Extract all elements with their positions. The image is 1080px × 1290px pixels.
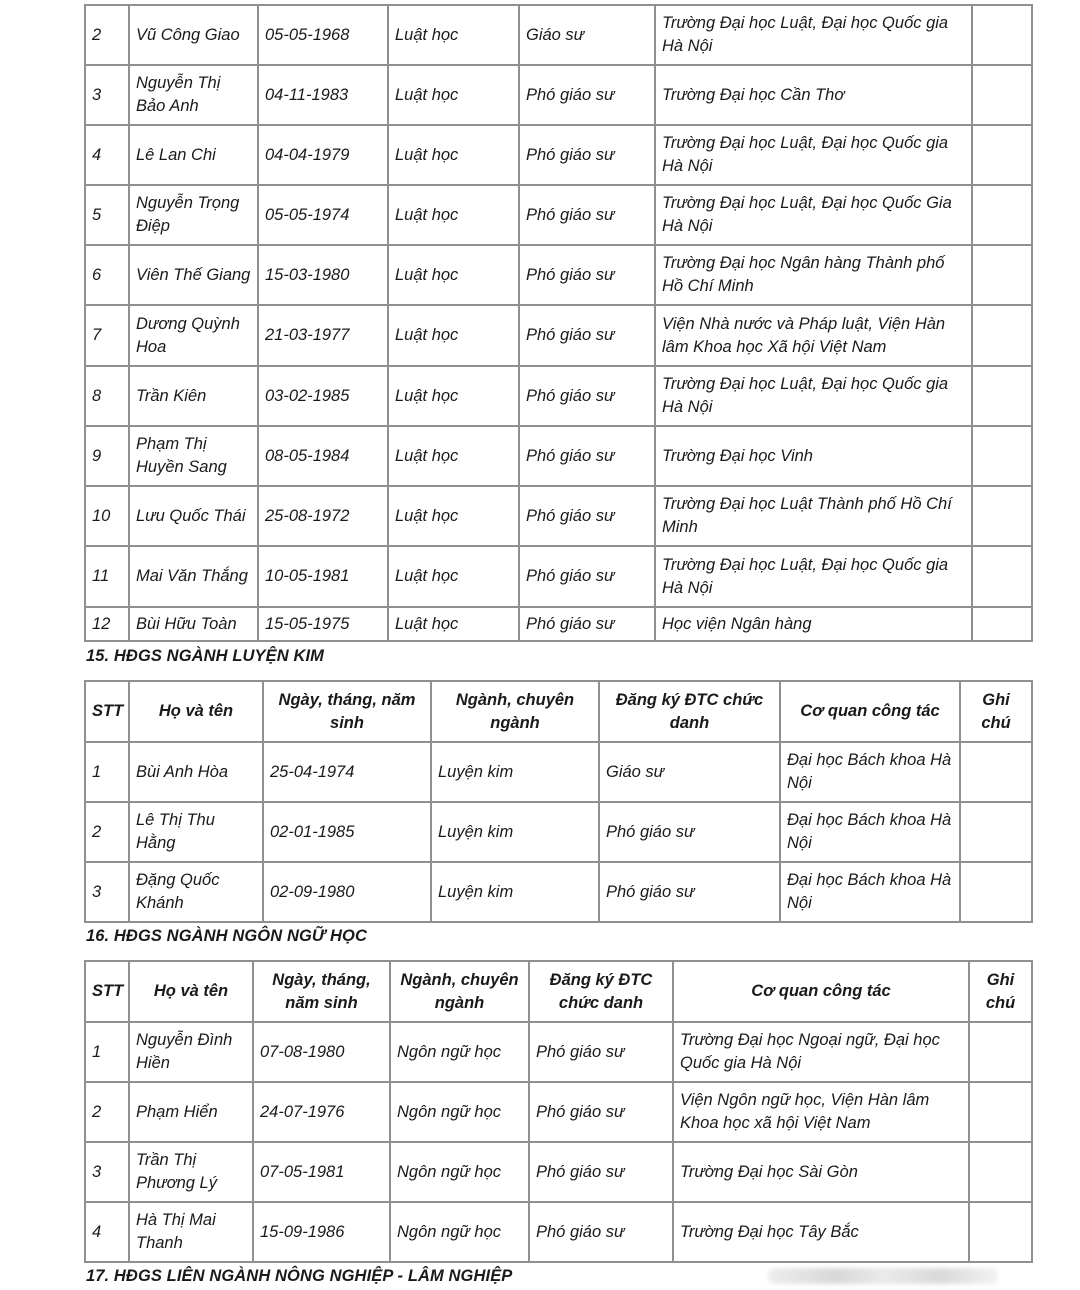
note-cell xyxy=(972,185,1032,245)
name-cell: Dương Quỳnh Hoa xyxy=(129,305,258,366)
note-cell xyxy=(972,366,1032,426)
header-dang-ky: Đăng ký ĐTC chức danh xyxy=(529,961,673,1022)
institution-cell: Trường Đại học Vinh xyxy=(655,426,972,486)
institution-cell: Trường Đại học Ngoại ngữ, Đại học Quốc gia Hà Nội xyxy=(673,1022,969,1082)
birthdate-cell: 10-05-1981 xyxy=(258,546,388,607)
birthdate-cell: 02-01-1985 xyxy=(263,802,431,862)
name-cell: Lê Thị Thu Hằng xyxy=(129,802,263,862)
stt-cell: 5 xyxy=(85,185,129,245)
birthdate-cell: 07-08-1980 xyxy=(253,1022,390,1082)
name-cell: Phạm Thị Huyền Sang xyxy=(129,426,258,486)
table-row xyxy=(85,245,1032,305)
table-body xyxy=(85,1022,1032,1262)
title-cell: Phó giáo sư xyxy=(519,125,655,185)
note-cell xyxy=(969,1022,1032,1082)
field-cell: Luật học xyxy=(388,125,519,185)
birthdate-cell: 15-09-1986 xyxy=(253,1202,390,1262)
birthdate-cell: 05-05-1974 xyxy=(258,185,388,245)
name-cell: Mai Văn Thắng xyxy=(129,546,258,607)
institution-cell: Trường Đại học Luật, Đại học Quốc gia Hà Nội xyxy=(655,5,972,65)
institution-cell: Đại học Bách khoa Hà Nội xyxy=(780,862,960,922)
birthdate-cell: 08-05-1984 xyxy=(258,426,388,486)
name-cell: Bùi Hữu Toàn xyxy=(129,607,258,641)
institution-cell: Trường Đại học Luật, Đại học Quốc Gia Hà Nội xyxy=(655,185,972,245)
title-cell: Phó giáo sư xyxy=(519,305,655,366)
table-row xyxy=(85,1022,1032,1082)
institution-cell: Trường Đại học Ngân hàng Thành phố Hồ Chí Minh xyxy=(655,245,972,305)
name-cell: Lưu Quốc Thái xyxy=(129,486,258,546)
title-cell: Phó giáo sư xyxy=(519,65,655,125)
note-cell xyxy=(972,65,1032,125)
table-row xyxy=(85,65,1032,125)
title-cell: Phó giáo sư xyxy=(519,245,655,305)
table-header-row xyxy=(85,961,1032,1022)
birthdate-cell: 21-03-1977 xyxy=(258,305,388,366)
institution-cell: Trường Đại học Luật, Đại học Quốc gia Hà Nội xyxy=(655,125,972,185)
name-cell: Nguyễn Thị Bảo Anh xyxy=(129,65,258,125)
institution-cell: Trường Đại học Cần Thơ xyxy=(655,65,972,125)
title-cell: Phó giáo sư xyxy=(519,426,655,486)
name-cell: Trần Kiên xyxy=(129,366,258,426)
institution-cell: Trường Đại học Tây Bắc xyxy=(673,1202,969,1262)
header-nganh: Ngành, chuyên ngành xyxy=(431,681,599,742)
stt-cell: 4 xyxy=(85,1202,129,1262)
header-ho-ten: Họ và tên xyxy=(129,681,263,742)
field-cell: Luật học xyxy=(388,185,519,245)
field-cell: Luật học xyxy=(388,426,519,486)
name-cell: Phạm Hiển xyxy=(129,1082,253,1142)
header-co-quan: Cơ quan công tác xyxy=(673,961,969,1022)
stt-cell: 12 xyxy=(85,607,129,641)
field-cell: Luật học xyxy=(388,486,519,546)
note-cell xyxy=(960,862,1032,922)
field-cell: Ngôn ngữ học xyxy=(390,1202,529,1262)
birthdate-cell: 05-05-1968 xyxy=(258,5,388,65)
table-row xyxy=(85,546,1032,607)
stt-cell: 3 xyxy=(85,862,129,922)
table-row xyxy=(85,5,1032,65)
title-cell: Giáo sư xyxy=(599,742,780,802)
note-cell xyxy=(972,5,1032,65)
note-cell xyxy=(960,742,1032,802)
section-title-nong-lam-nghiep: 17. HĐGS LIÊN NGÀNH NÔNG NGHIỆP - LÂM NGHIỆP xyxy=(86,1267,513,1285)
section-title-ngon-ngu-hoc: 16. HĐGS NGÀNH NGÔN NGỮ HỌC xyxy=(86,927,367,945)
name-cell: Nguyễn Đình Hiền xyxy=(129,1022,253,1082)
field-cell: Ngôn ngữ học xyxy=(390,1142,529,1202)
stt-cell: 11 xyxy=(85,546,129,607)
institution-cell: Học viện Ngân hàng xyxy=(655,607,972,641)
note-cell xyxy=(972,486,1032,546)
table-body xyxy=(85,5,1032,641)
institution-cell: Đại học Bách khoa Hà Nội xyxy=(780,742,960,802)
field-cell: Luật học xyxy=(388,305,519,366)
header-ngay-sinh: Ngày, tháng, năm sinh xyxy=(263,681,431,742)
institution-cell: Trường Đại học Luật Thành phố Hồ Chí Minh xyxy=(655,486,972,546)
field-cell: Luật học xyxy=(388,607,519,641)
header-co-quan: Cơ quan công tác xyxy=(780,681,960,742)
table-row xyxy=(85,366,1032,426)
table-row xyxy=(85,1142,1032,1202)
name-cell: Đặng Quốc Khánh xyxy=(129,862,263,922)
table-row xyxy=(85,185,1032,245)
note-cell xyxy=(969,1142,1032,1202)
header-ho-ten: Họ và tên xyxy=(129,961,253,1022)
name-cell: Nguyễn Trọng Điệp xyxy=(129,185,258,245)
table-row xyxy=(85,607,1032,641)
field-cell: Luật học xyxy=(388,5,519,65)
birthdate-cell: 15-05-1975 xyxy=(258,607,388,641)
stt-cell: 3 xyxy=(85,65,129,125)
header-nganh: Ngành, chuyên ngành xyxy=(390,961,529,1022)
birthdate-cell: 04-04-1979 xyxy=(258,125,388,185)
title-cell: Phó giáo sư xyxy=(529,1142,673,1202)
field-cell: Luyện kim xyxy=(431,862,599,922)
table-row xyxy=(85,305,1032,366)
name-cell: Bùi Anh Hòa xyxy=(129,742,263,802)
table-luat-hoc xyxy=(84,4,1033,642)
table-row xyxy=(85,862,1032,922)
institution-cell: Trường Đại học Luật, Đại học Quốc gia Hà Nội xyxy=(655,366,972,426)
stt-cell: 1 xyxy=(85,1022,129,1082)
note-cell xyxy=(960,802,1032,862)
field-cell: Ngôn ngữ học xyxy=(390,1082,529,1142)
title-cell: Phó giáo sư xyxy=(529,1022,673,1082)
table-row xyxy=(85,486,1032,546)
table-row xyxy=(85,125,1032,185)
table-row xyxy=(85,1202,1032,1262)
institution-cell: Trường Đại học Luật, Đại học Quốc gia Hà Nội xyxy=(655,546,972,607)
table-body xyxy=(85,742,1032,922)
name-cell: Hà Thị Mai Thanh xyxy=(129,1202,253,1262)
table-row xyxy=(85,1082,1032,1142)
note-cell xyxy=(972,245,1032,305)
stt-cell: 10 xyxy=(85,486,129,546)
note-cell xyxy=(972,305,1032,366)
title-cell: Phó giáo sư xyxy=(519,546,655,607)
field-cell: Luật học xyxy=(388,546,519,607)
birthdate-cell: 25-04-1974 xyxy=(263,742,431,802)
note-cell xyxy=(972,607,1032,641)
stt-cell: 7 xyxy=(85,305,129,366)
institution-cell: Đại học Bách khoa Hà Nội xyxy=(780,802,960,862)
stt-cell: 8 xyxy=(85,366,129,426)
field-cell: Ngôn ngữ học xyxy=(390,1022,529,1082)
field-cell: Luyện kim xyxy=(431,742,599,802)
table-luyen-kim xyxy=(84,680,1033,923)
stt-cell: 2 xyxy=(85,5,129,65)
header-ghi-chu: Ghi chú xyxy=(960,681,1032,742)
name-cell: Vũ Công Giao xyxy=(129,5,258,65)
stt-cell: 9 xyxy=(85,426,129,486)
table-row xyxy=(85,426,1032,486)
field-cell: Luật học xyxy=(388,366,519,426)
birthdate-cell: 07-05-1981 xyxy=(253,1142,390,1202)
section-title-luyen-kim: 15. HĐGS NGÀNH LUYỆN KIM xyxy=(86,647,325,665)
field-cell: Luật học xyxy=(388,65,519,125)
note-cell xyxy=(969,1202,1032,1262)
stt-cell: 4 xyxy=(85,125,129,185)
stt-cell: 6 xyxy=(85,245,129,305)
institution-cell: Viện Ngôn ngữ học, Viện Hàn lâm Khoa học xã hội Việt Nam xyxy=(673,1082,969,1142)
title-cell: Phó giáo sư xyxy=(519,366,655,426)
stt-cell: 2 xyxy=(85,1082,129,1142)
blurred-watermark xyxy=(768,1268,998,1284)
name-cell: Lê Lan Chi xyxy=(129,125,258,185)
table-ngon-ngu-hoc xyxy=(84,960,1033,1263)
stt-cell: 3 xyxy=(85,1142,129,1202)
title-cell: Phó giáo sư xyxy=(519,486,655,546)
title-cell: Phó giáo sư xyxy=(529,1082,673,1142)
title-cell: Phó giáo sư xyxy=(519,185,655,245)
institution-cell: Viện Nhà nước và Pháp luật, Viện Hàn lâm Khoa học Xã hội Việt Nam xyxy=(655,305,972,366)
note-cell xyxy=(972,426,1032,486)
name-cell: Trần Thị Phương Lý xyxy=(129,1142,253,1202)
note-cell xyxy=(972,546,1032,607)
birthdate-cell: 03-02-1985 xyxy=(258,366,388,426)
table-row xyxy=(85,742,1032,802)
title-cell: Giáo sư xyxy=(519,5,655,65)
field-cell: Luật học xyxy=(388,245,519,305)
note-cell xyxy=(969,1082,1032,1142)
header-ngay-sinh: Ngày, tháng, năm sinh xyxy=(253,961,390,1022)
table-header-row xyxy=(85,681,1032,742)
stt-cell: 1 xyxy=(85,742,129,802)
field-cell: Luyện kim xyxy=(431,802,599,862)
birthdate-cell: 02-09-1980 xyxy=(263,862,431,922)
header-stt: STT xyxy=(85,681,129,742)
table-row xyxy=(85,802,1032,862)
title-cell: Phó giáo sư xyxy=(519,607,655,641)
birthdate-cell: 24-07-1976 xyxy=(253,1082,390,1142)
header-ghi-chu: Ghi chú xyxy=(969,961,1032,1022)
birthdate-cell: 04-11-1983 xyxy=(258,65,388,125)
title-cell: Phó giáo sư xyxy=(599,802,780,862)
header-dang-ky: Đăng ký ĐTC chức danh xyxy=(599,681,780,742)
note-cell xyxy=(972,125,1032,185)
birthdate-cell: 15-03-1980 xyxy=(258,245,388,305)
name-cell: Viên Thế Giang xyxy=(129,245,258,305)
header-stt: STT xyxy=(85,961,129,1022)
birthdate-cell: 25-08-1972 xyxy=(258,486,388,546)
title-cell: Phó giáo sư xyxy=(599,862,780,922)
title-cell: Phó giáo sư xyxy=(529,1202,673,1262)
institution-cell: Trường Đại học Sài Gòn xyxy=(673,1142,969,1202)
stt-cell: 2 xyxy=(85,802,129,862)
